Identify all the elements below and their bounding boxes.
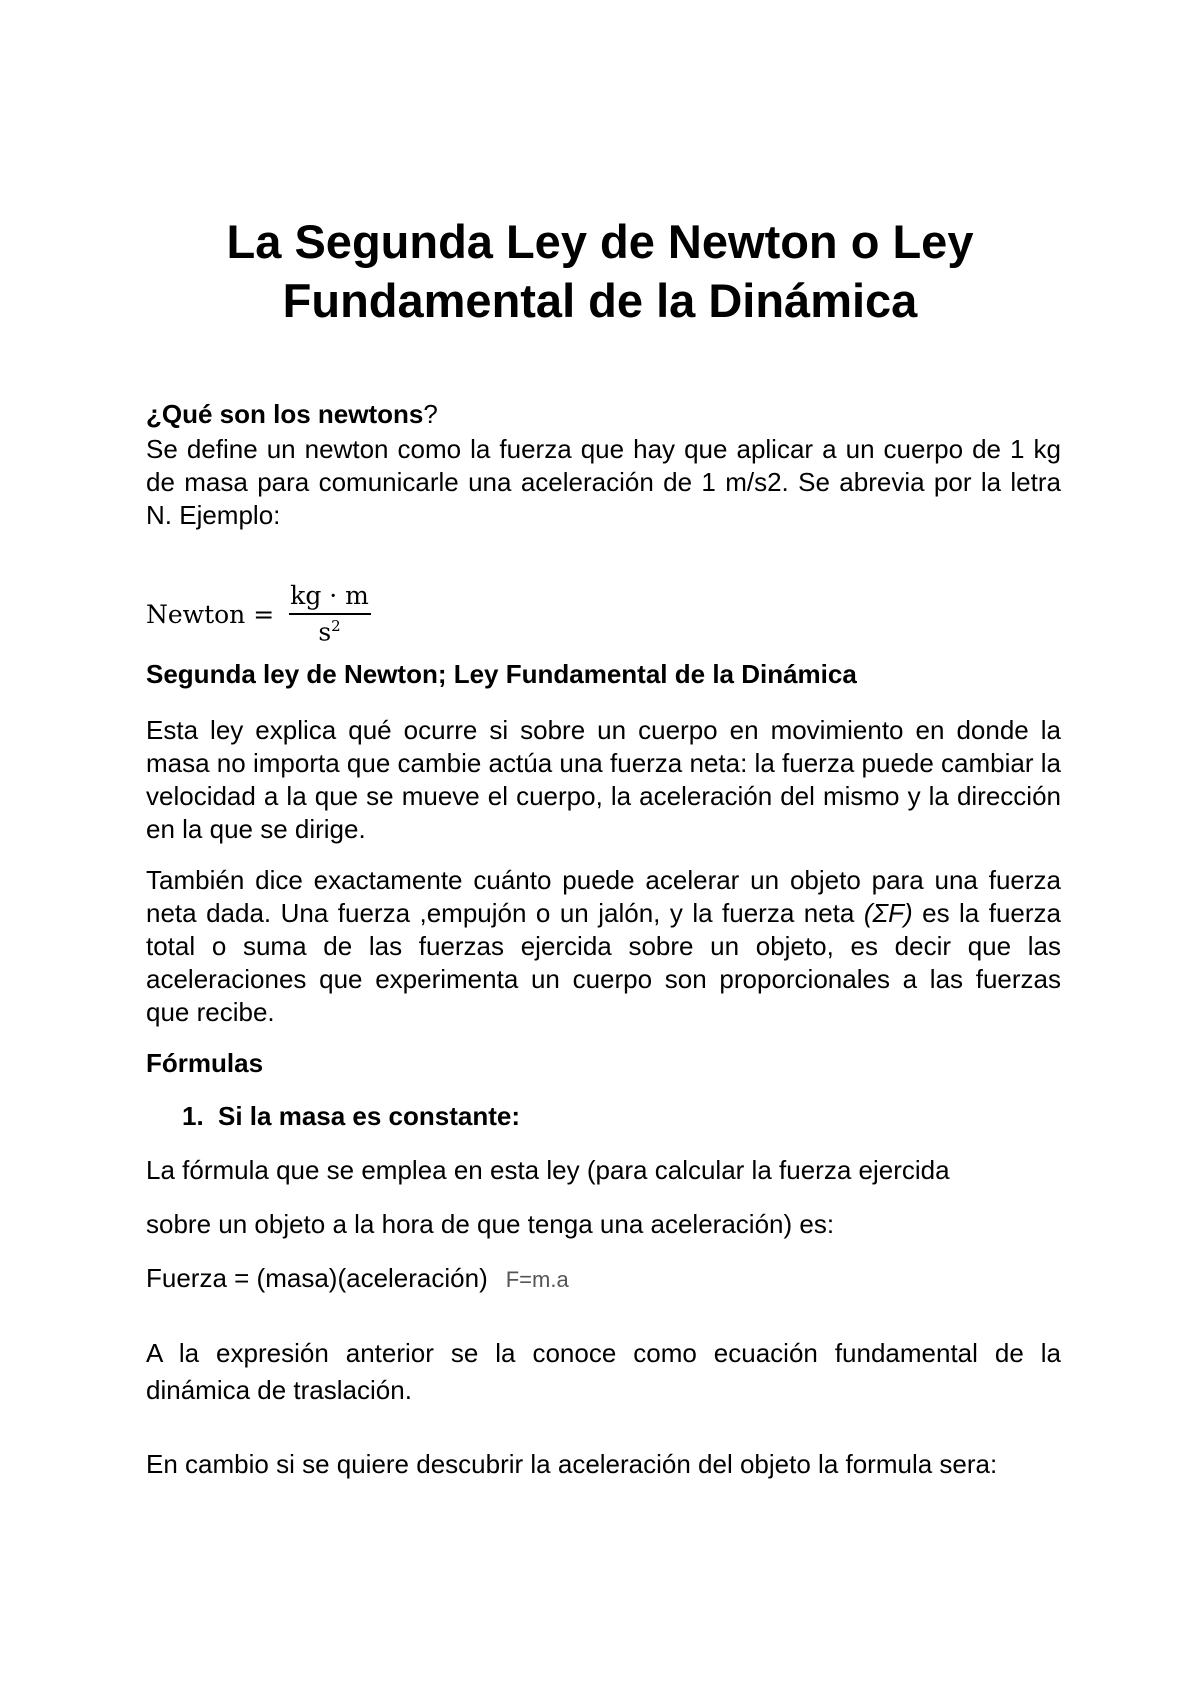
question-heading [146, 398, 1061, 430]
newton-definition: Se define un newton como la fuerza que hay que aplicar a un cuerpo de 1 kg de masa para comunicarle una aceleración de 1 m/s2. Se abrevia por la letra N. Ejemplo: [146, 434, 1061, 530]
denominator-exponent: 2 [331, 617, 341, 636]
force-formula-text: Fuerza = (masa)(aceleración) [146, 1263, 488, 1293]
title-line-1: La Segunda Ley de Newton o Ley [226, 215, 974, 268]
page-title [0, 212, 1200, 330]
question-mark: ? [423, 399, 438, 429]
question-heading-text: ¿Qué son los newtons [146, 399, 424, 429]
paragraph-acceleration-formula: En cambio si se quiere descubrir la aceleración del objeto la formula sera: [146, 1449, 998, 1479]
paragraph-law-explanation: Esta ley explica qué ocurre si sobre un cuerpo en movimiento en donde la masa no importa que cambie actúa una fuerza neta: la fuerza puede cambiar la velocidad a la que se mueve el cuerpo, la aceleración del mismo y la dirección en la que se dirige. [146, 715, 1061, 844]
formula-denominator [318, 615, 340, 646]
newton-unit-formula [146, 580, 373, 648]
formula-lhs: Newton = [146, 599, 275, 629]
title-line-2: Fundamental de la Dinámica [282, 274, 918, 327]
section-heading: Segunda ley de Newton; Ley Fundamental de la Dinámica [146, 659, 857, 689]
list-item-label: Si la masa es constante: [218, 1101, 521, 1131]
formula-fraction [286, 581, 373, 646]
formula-numerator: kg · m [290, 581, 369, 611]
paragraph-fundamental-equation: A la expresión anterior se la conoce como ecuación fundamental de la dinámica de traslación. [146, 1338, 1061, 1405]
force-formula [146, 1262, 1061, 1296]
p2-text-after: es la fuerza total o suma de las fuerzas ejercida sobre un objeto, es decir que las aceleraciones que experimenta un cuerpo son proporcionales a las fuerzas que recibe. [146, 898, 1062, 1027]
force-formula-short: F=m.a [505, 1267, 569, 1292]
formula-intro-line-1: La fórmula que se emplea en esta ley (para calcular la fuerza ejercida [146, 1155, 950, 1185]
formulas-heading: Fórmulas [146, 1048, 264, 1078]
formula-intro-line-2: sobre un objeto a la hora de que tenga una aceleración) es: [146, 1209, 835, 1239]
paragraph-net-force [146, 864, 1061, 1029]
denominator-base: s [318, 617, 332, 647]
net-force-symbol: (ΣF) [863, 898, 913, 928]
p2-text-before: También dice exactamente cuánto puede acelerar un objeto para una fuerza neta dada. Una fuerza ,empujón o un jalón, y la fuerza neta [146, 865, 1061, 928]
list-item-number: 1. [182, 1101, 204, 1131]
list-item-constant-mass [182, 1100, 1097, 1132]
